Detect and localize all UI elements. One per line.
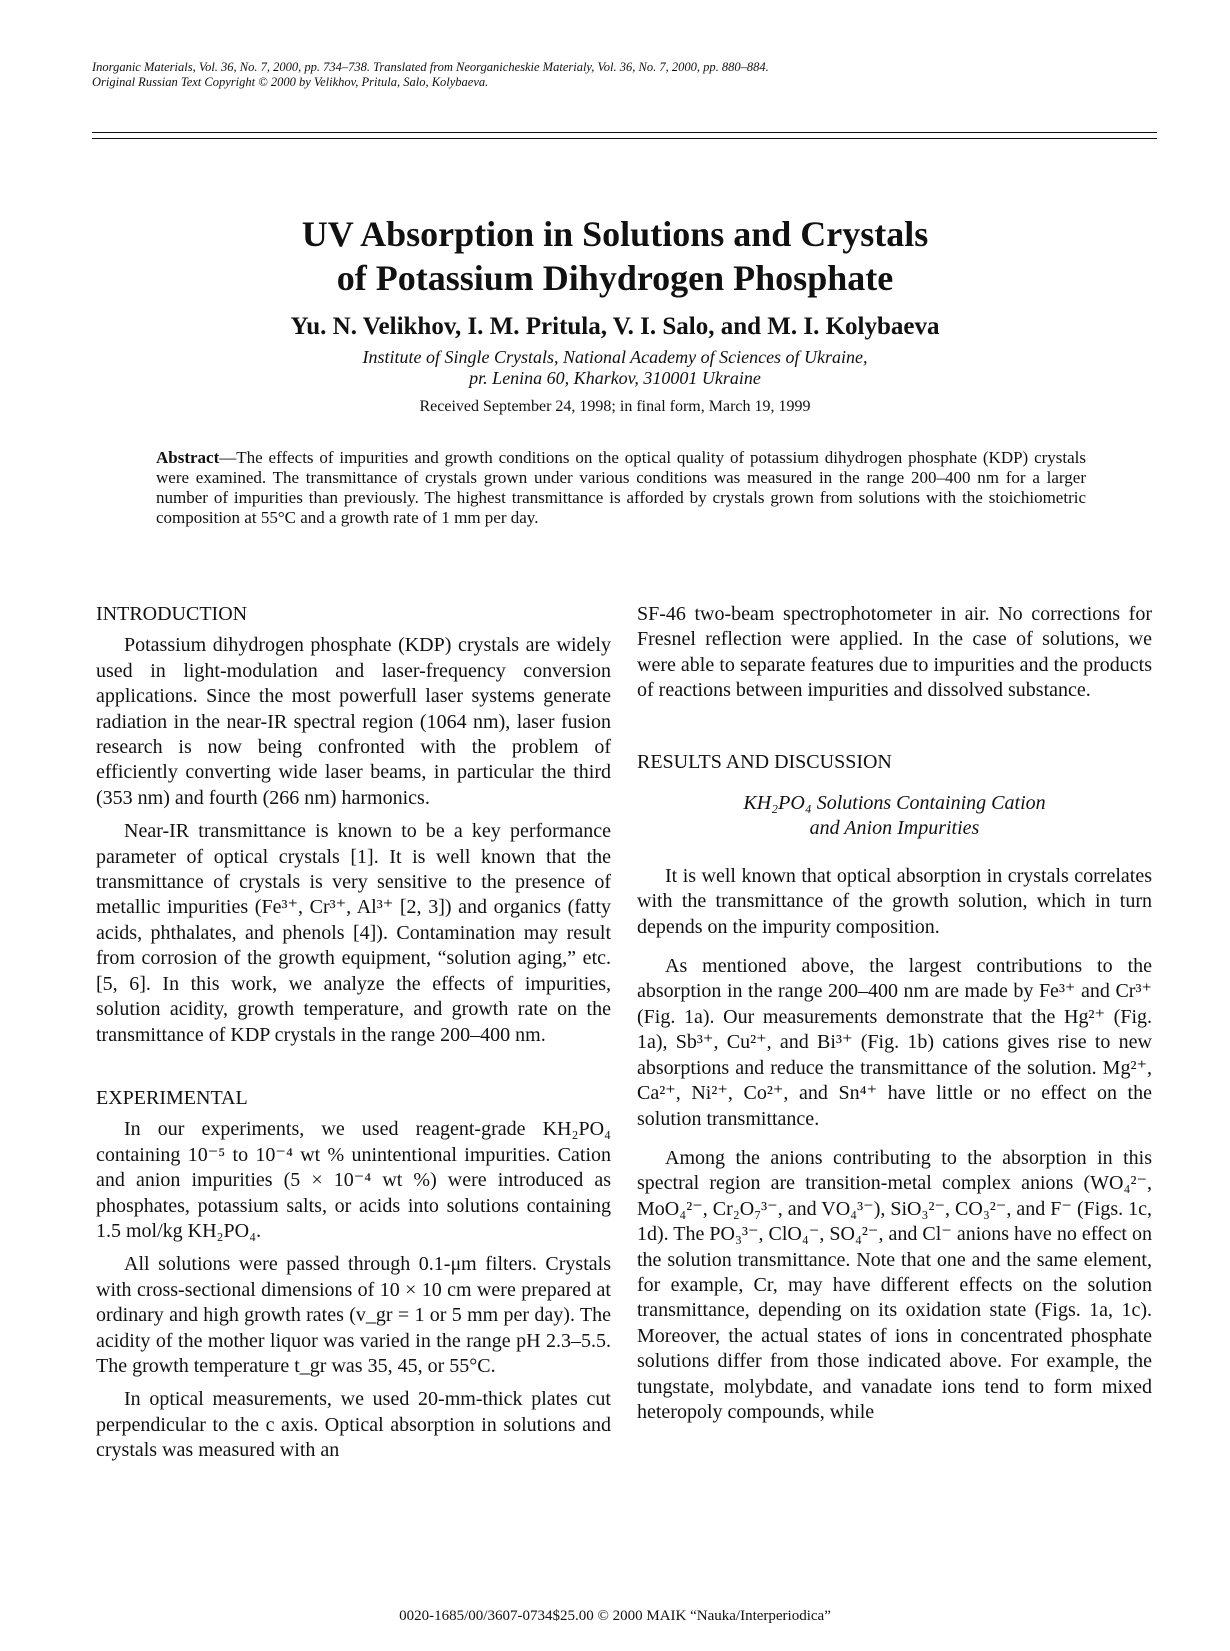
page-footer: 0020-1685/00/3607-0734$25.00 © 2000 MAIK “Nauka/Interperiodica” bbox=[399, 1608, 831, 1624]
left-column bbox=[96, 602, 611, 1464]
paragraph-continued: SF-46 two-beam spectrophotometer in air. No corrections for Fresnel reflection were applied. In the case of solutions, we were able to separate features due to impurities and the products of reactions between impurities and dissolved substance. bbox=[637, 603, 1152, 702]
header-copyright: Original Russian Text Copyright © 2000 by Velikhov, Pritula, Salo, Kolybaeva. bbox=[92, 75, 489, 89]
header-rule-bottom bbox=[92, 138, 1157, 139]
paragraph-exp-3: In optical measurements, we used 20-mm-thick plates cut perpendicular to the c axis. Optical absorption in solutions and crystals was measured with an bbox=[96, 1388, 611, 1462]
paragraph-results-3: Among the anions contributing to the absorption in this spectral region are transition-metal complex anions (WO₄²⁻, MoO₄²⁻, Cr₂O₇³⁻, and VO₄³⁻), SiO₃²⁻, CO₃²⁻, and F⁻ (Figs. 1c, 1d). The PO₃³⁻, ClO₄⁻, SO₄²⁻, and Cl⁻ anions have no effect on the solution transmittance. Note that one and the same element, for example, Cr, may have different effects on the solution transmittance, depending on its oxidation state (Figs. 1a, 1c). Moreover, the actual states of ions in concentrated phosphate solutions differ from those indicated above. For example, the tungstate, molybdate, and vanadate ions tend to form mixed heteropoly compounds, while bbox=[637, 1146, 1152, 1423]
subsection-line-2: and Anion Impurities bbox=[809, 817, 980, 840]
paragraph-intro-2: Near-IR transmittance is known to be a key performance parameter of optical crystals [1]. It is well known that the transmittance of crystals is very sensitive to the presence of metallic impurities (Fe³⁺, Cr³⁺, Al³⁺ [2, 3]) and organics (fatty acids, phthalates, and phenols [4]). Contamination may result from corrosion of the growth equipment, “solution aging,” etc. [5, 6]. In this work, we analyze the effects of impurities, solution acidity, growth temperature, and growth rate on the transmittance of KDP crystals in the range 200–400 nm. bbox=[96, 820, 611, 1046]
paragraph-exp-2: All solutions were passed through 0.1-μm filters. Crystals with cross-sectional dimensions of 10 × 10 cm were prepared at ordinary and high growth rates (v_gr = 1 or 5 mm per day). The acidity of the mother liquor was varied in the range pH 2.3–5.5. The growth temperature t_gr was 35, 45, or 55°C. bbox=[96, 1253, 611, 1377]
section-heading-results: RESULTS AND DISCUSSION bbox=[637, 750, 892, 773]
section-heading-introduction: INTRODUCTION bbox=[96, 603, 248, 625]
subsection-heading bbox=[637, 791, 1152, 842]
section-heading-experimental: EXPERIMENTAL bbox=[96, 1086, 248, 1109]
right-column bbox=[637, 602, 1152, 1425]
affiliation-line-1: Institute of Single Crystals, National Academy of Sciences of Ukraine, bbox=[362, 347, 868, 367]
abstract-label: Abstract bbox=[156, 448, 220, 467]
title-line-1: UV Absorption in Solutions and Crystals bbox=[301, 214, 929, 254]
header-citation: Inorganic Materials, Vol. 36, No. 7, 2000, pp. 734–738. Translated from Neorganicheskie Materialy, Vol. 36, No. 7, 2000, pp. 880–884. bbox=[92, 60, 769, 74]
abstract bbox=[156, 448, 1086, 528]
subsection-line-1: KH₂PO₄ Solutions Containing Cation bbox=[743, 792, 1046, 815]
affiliation bbox=[0, 347, 1230, 389]
header-rule-top bbox=[92, 132, 1157, 133]
abstract-text: —The effects of impurities and growth conditions on the optical quality of potassium dihydrogen phosphate (KDP) crystals were examined. The transmittance of crystals grown under various conditions was measured in the range 200–400 nm for a larger number of impurities than previously. The highest transmittance is afforded by crystals grown from solutions with the stoichiometric composition at 55°C and a growth rate of 1 mm per day. bbox=[156, 448, 1086, 527]
paragraph-results-2: As mentioned above, the largest contributions to the absorption in the range 200–400 nm are made by Fe³⁺ and Cr³⁺ (Fig. 1a). Our measurements demonstrate that the Hg²⁺ (Fig. 1a), Sb³⁺, Cu²⁺, and Bi³⁺ (Fig. 1b) cations gives rise to new absorptions and reduce the transmittance of the solution. Mg²⁺, Ca²⁺, Ni²⁺, Co²⁺, and Sn⁴⁺ have little or no effect on the solution transmittance. bbox=[637, 955, 1152, 1130]
paragraph-results-1: It is well known that optical absorption in crystals correlates with the transmittance of the growth solution, which in turn depends on the impurity composition. bbox=[637, 864, 1152, 938]
affiliation-line-2: pr. Lenina 60, Kharkov, 310001 Ukraine bbox=[469, 368, 761, 388]
journal-header bbox=[92, 60, 1152, 90]
article-title bbox=[0, 212, 1230, 300]
authors: Yu. N. Velikhov, I. M. Pritula, V. I. Salo, and M. I. Kolybaeva bbox=[290, 313, 940, 340]
paragraph-exp-1: In our experiments, we used reagent-grade KH₂PO₄ containing 10⁻⁵ to 10⁻⁴ wt % unintentional impurities. Cation and anion impurities (5 × 10⁻⁴ wt %) were introduced as phosphates, potassium salts, or acids into solutions containing 1.5 mol/kg KH₂PO₄. bbox=[96, 1118, 611, 1242]
received-dates: Received September 24, 1998; in final form, March 19, 1999 bbox=[419, 398, 811, 415]
paragraph-intro-1: Potassium dihydrogen phosphate (KDP) crystals are widely used in light-modulation and laser-frequency conversion applications. Since the most powerfull laser systems generate radiation in the near-IR spectral region (1064 nm), laser fusion research is now being confronted with the problem of efficiently converting wide laser beams, in particular the third (353 nm) and fourth (266 nm) harmonics. bbox=[96, 634, 611, 809]
title-line-2: of Potassium Dihydrogen Phosphate bbox=[336, 258, 894, 298]
